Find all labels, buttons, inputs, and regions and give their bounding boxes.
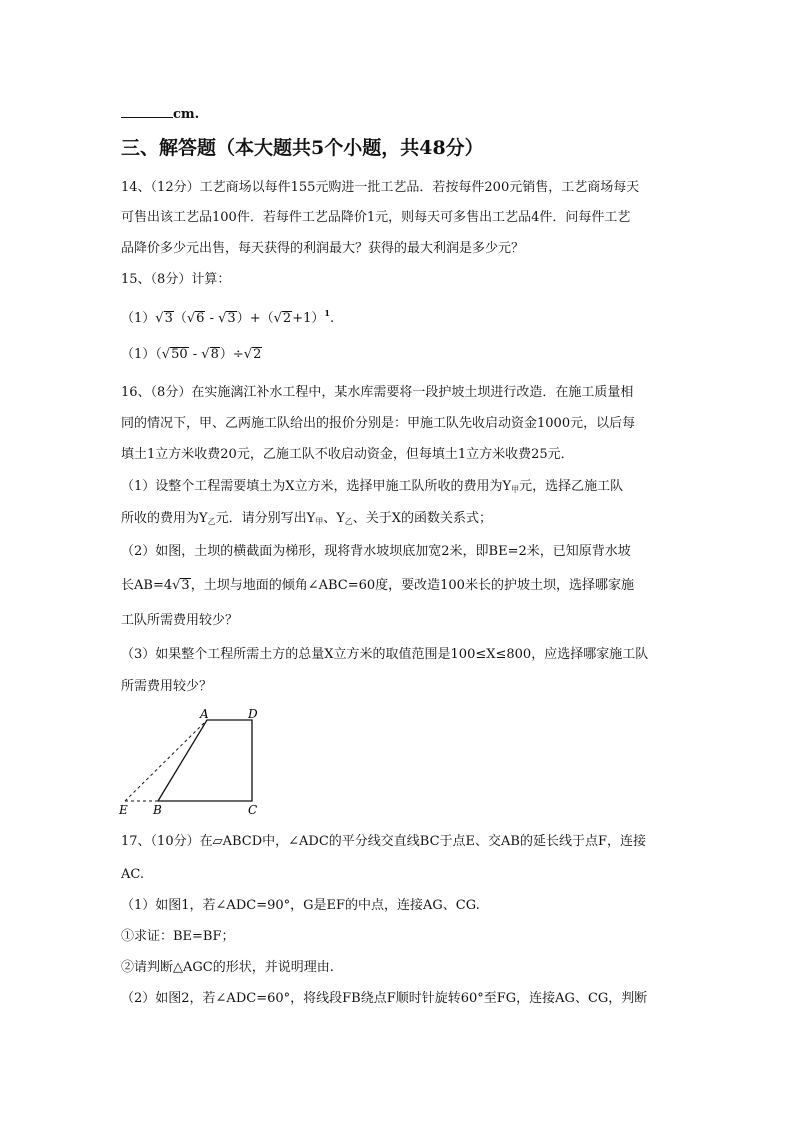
q14-line-2: 可售出该工艺品100件．若每件工艺品降价1元，则每天可多售出工艺品4件．问每件工艺 [121, 210, 631, 225]
q16-part1-line-2: 所收的费用为$Y_乙$元．请分别写出$Y_甲$、$Y_乙$、关于X的函数关系式； [121, 511, 493, 526]
q15-expr-2: （1）（√50 - √8）÷√2 [121, 347, 262, 362]
q16-line-1: 16、（8分）在实施漓江补水工程中，某水库需要将一段护坡土坝进行改造．在施工质量相 [121, 385, 634, 400]
sqrt-symbol: √3 [155, 311, 173, 326]
sqrt-symbol: √6 [186, 311, 205, 326]
expr-label: （1）（ [121, 347, 162, 362]
trapezoid-figure [115, 702, 275, 820]
q15-expr-1: $(1)√3(√6 - √3)+(√2+1)^1$. [121, 308, 335, 326]
label-C: C [248, 803, 258, 817]
label-B: B [153, 803, 162, 817]
label-A: A [200, 707, 209, 721]
q15-heading: 15、（8分）计算： [121, 272, 231, 287]
q14-line-3: 品降价多少元出售，每天获得的利润最大？获得的最大利润是多少元？ [121, 241, 525, 256]
q17-part2: （2）如图2，若∠ADC=60°，将线段FB绕点F顺时针旋转60°至FG，连接AG、CG，判断 [121, 991, 648, 1006]
label-D: D [248, 707, 258, 721]
q16-part1-line-1: （1）设整个工程需要填土为X立方米，选择甲施工队所收的费用为$Y_甲$元，选择乙施工队 [121, 479, 624, 494]
fill-blank-line [121, 105, 199, 124]
q16-line-3: 填土1立方米收费20元，乙施工队不收启动资金，但每填土1立方米收费25元． [121, 447, 574, 462]
q16-part2-line-2: 长AB=4√3，土坝与地面的倾角∠ABC=60度，要改造100米长的护坡土坝，选择哪家施 [121, 578, 634, 593]
q16-part2-line-3: 工队所需费用较少？ [121, 613, 239, 628]
sqrt-symbol: √2 [243, 347, 262, 362]
sqrt-symbol: √8 [201, 347, 219, 362]
trapezoid-abcd [158, 720, 252, 801]
q17-part1-a: ①求证：BE=BF； [121, 929, 235, 944]
q17-line-2: AC. [121, 867, 145, 882]
q17-part1: （1）如图1，若∠ADC=90°，G是EF的中点，连接AG、CG. [121, 898, 480, 913]
q14-line-1: 14、（12分）工艺商场以每件155元购进一批工艺品．若按每件200元销售，工艺商场每天 [121, 180, 640, 195]
blank-unit: cm. [173, 107, 200, 122]
q16-line-2: 同的情况下，甲、乙两施工队给出的报价分别是：甲施工队先收启动资金1000元，以后每 [121, 416, 636, 431]
sqrt-symbol: √3 [218, 311, 236, 326]
sqrt-symbol: √3 [172, 578, 190, 593]
section-title: 三、解答题（本大题共5个小题，共48分） [121, 137, 484, 159]
sqrt-symbol: √2 [273, 311, 292, 326]
q17-part1-b: ②请判断△AGC的形状，并说明理由. [121, 960, 334, 975]
q16-part3-line-2: 所需费用较少？ [121, 679, 213, 694]
expr-label: （1） [121, 311, 156, 326]
sqrt-symbol: √50 [161, 347, 188, 362]
q16-part2-line-1: （2）如图，土坝的横截面为梯形，现将背水坡坝底加宽2米，即BE=2米，已知原背水坡 [121, 544, 631, 559]
q16-part3-line-1: （3）如果整个工程所需土方的总量X立方米的取值范围是100≤X≤800，应选择哪家施工队 [121, 647, 649, 662]
label-E: E [119, 803, 128, 817]
answer-blank[interactable] [121, 105, 173, 118]
exponent: 1 [324, 308, 330, 318]
q17-line-1: 17、（10分）在▱ABCD中，∠ADC的平分线交直线BC于点E、交AB的延长线于点F，连接 [121, 834, 646, 849]
